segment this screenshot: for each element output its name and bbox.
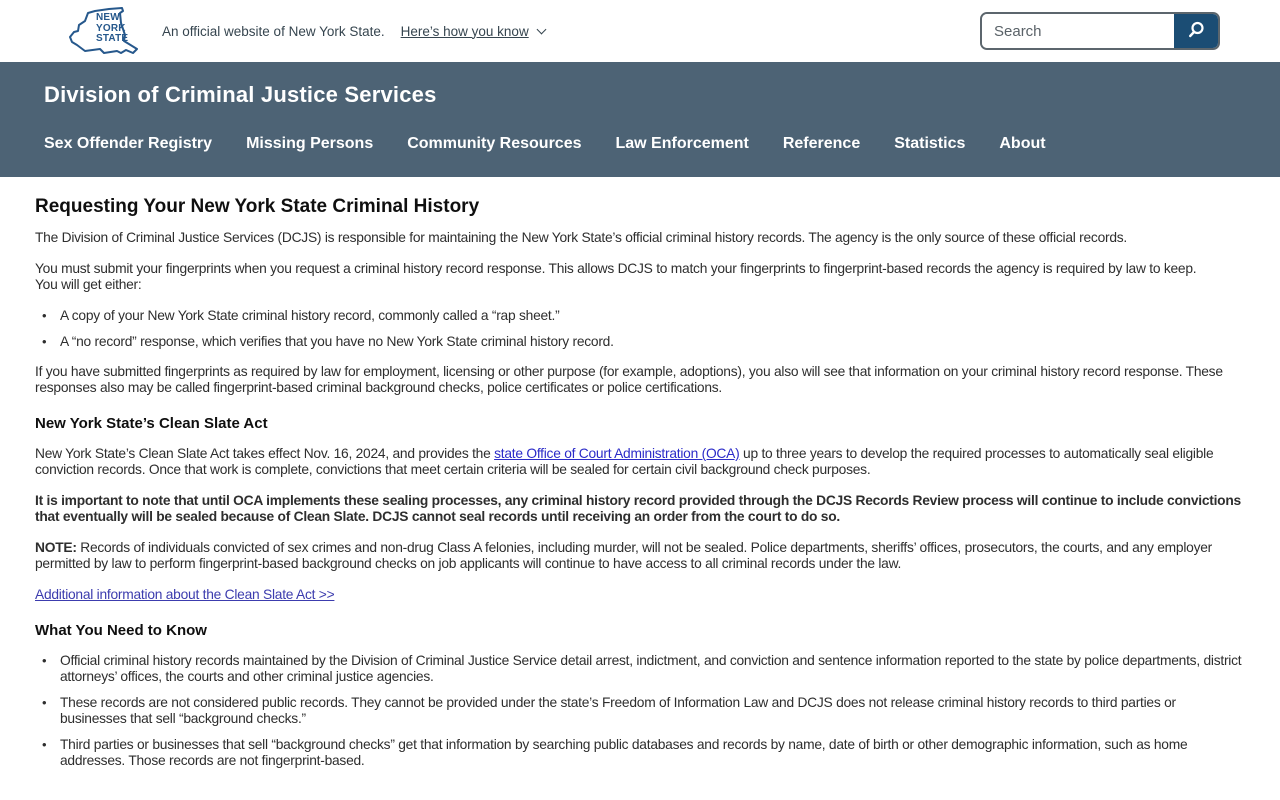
- page-title: Requesting Your New York State Criminal History: [35, 196, 480, 217]
- official-website-text: An official website of New York State.: [162, 23, 385, 39]
- search-button[interactable]: [1174, 14, 1218, 48]
- list-item: • These records are not considered public records. They cannot be provided under the state’s Freedom of Information Law and DCJS does not release criminal history records to third parties or businesses that sell “background checks.”: [35, 695, 1245, 727]
- heres-how-you-know-label: Here’s how you know: [400, 23, 529, 39]
- nav-law-enforcement[interactable]: Law Enforcement: [615, 135, 749, 152]
- list-item: • A copy of your New York State criminal history record, commonly called a “rap sheet.”: [35, 308, 1245, 324]
- nav-statistics[interactable]: Statistics: [894, 135, 966, 152]
- main-content: [0, 177, 1280, 769]
- official-banner: [0, 0, 1280, 62]
- search-icon: [1186, 20, 1206, 43]
- clean-slate-text-pre: New York State’s Clean Slate Act takes effect Nov. 16, 2024, and provides the: [35, 446, 495, 461]
- response-types-list: [35, 308, 1245, 350]
- fingerprints-paragraph: [35, 261, 1245, 293]
- submitted-fingerprints-paragraph: If you have submitted fingerprints as required by law for employment, licensing or other purpose (for example, adoptions), you also will see that information on your criminal history record response. These responses also may be called fingerprint-based criminal background checks, police certificates or police certifications.: [35, 364, 1223, 395]
- site-title: Division of Criminal Justice Services: [44, 82, 437, 107]
- what-you-need-heading: What You Need to Know: [35, 622, 207, 639]
- note-paragraph: [35, 540, 1245, 572]
- oca-link[interactable]: state Office of Court Administration (OCA): [494, 446, 740, 461]
- nav-reference[interactable]: Reference: [782, 135, 861, 152]
- search-group: [980, 12, 1220, 50]
- note-label: NOTE:: [35, 540, 77, 555]
- list-item: • A “no record” response, which verifies that you have no New York State criminal history record.: [35, 334, 1245, 350]
- important-note-paragraph: It is important to note that until OCA implements these sealing processes, any criminal history record provided through the DCJS Records Review process will continue to include convictions that eventually will be sealed because of Clean Slate. DCJS cannot seal records until receiving an order from the court to do so.: [35, 493, 1241, 524]
- need-to-know-list: [35, 653, 1245, 769]
- you-will-get-text: You will get either:: [35, 277, 142, 292]
- additional-clean-slate-link[interactable]: Additional information about the Clean Slate Act >>: [35, 587, 335, 602]
- nys-logo-text: NEW YORK STATE: [96, 12, 129, 44]
- clean-slate-heading: New York State’s Clean Slate Act: [35, 415, 268, 432]
- list-item: • Official criminal history records maintained by the Division of Criminal Justice Service detail arrest, indictment, and conviction and sentence information reported to the state by police departments, district attorneys’ offices, the courts and other criminal justice agencies.: [35, 653, 1245, 685]
- main-nav: [44, 135, 1236, 153]
- clean-slate-text-post: up to three years to develop the required processes to automatically seal eligible conviction records. Once that work is complete, convictions that meet certain criteria will be sealed for certain civil background check purposes.: [35, 446, 1214, 477]
- nav-about[interactable]: About: [999, 135, 1046, 152]
- additional-info-wrap: [35, 587, 1245, 603]
- nav-sex-offender-registry[interactable]: Sex Offender Registry: [44, 135, 213, 152]
- clean-slate-paragraph: [35, 446, 1245, 478]
- fingerprints-text: You must submit your fingerprints when you request a criminal history record response. This allows DCJS to match your fingerprints to fingerprint-based records the agency is required by law to keep.: [35, 261, 1197, 276]
- chevron-down-icon: [536, 24, 546, 34]
- search-input[interactable]: [982, 14, 1174, 48]
- site-header: [0, 62, 1280, 177]
- nav-community-resources[interactable]: Community Resources: [407, 135, 582, 152]
- nav-missing-persons[interactable]: Missing Persons: [246, 135, 374, 152]
- note-text: Records of individuals convicted of sex crimes and non-drug Class A felonies, including murder, will not be sealed. Police departments, sheriffs’ offices, prosecutors, the courts, and any employer permitted by law to perform fingerprint-based background checks on job applicants will continue to have access to all criminal records under the law.: [35, 540, 1213, 571]
- intro-paragraph: The Division of Criminal Justice Services (DCJS) is responsible for maintaining the New York State’s official criminal history records. The agency is the only source of these official records.: [35, 230, 1128, 245]
- heres-how-you-know-link[interactable]: [401, 24, 545, 39]
- nys-logo[interactable]: [64, 4, 142, 58]
- list-item: • Third parties or businesses that sell “background checks” get that information by searching public databases and records by name, date of birth or other demographic information, such as home addresses. Those records are not fingerprint-based.: [35, 737, 1245, 769]
